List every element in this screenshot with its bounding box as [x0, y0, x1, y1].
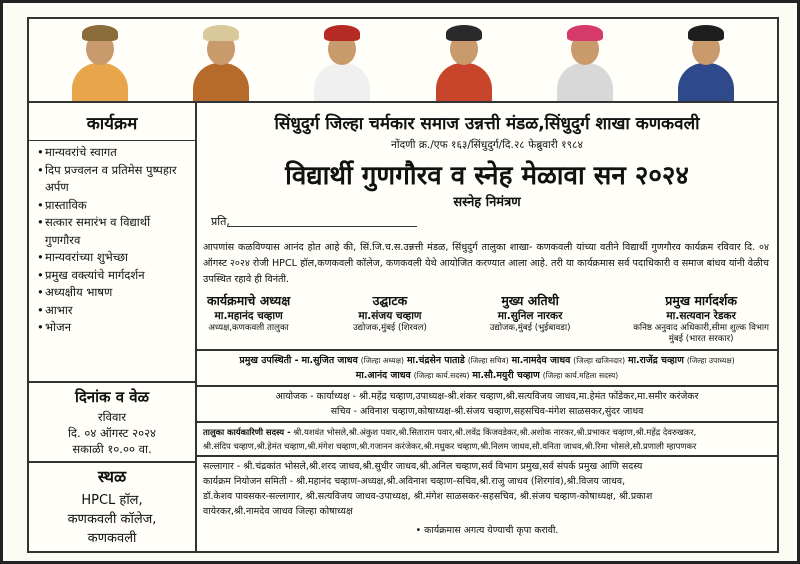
committee-line-1 [203, 425, 771, 439]
program-item: • दिप प्रज्वलन व प्रतिमेस पुष्पहार अर्पण [37, 162, 189, 197]
recipient-line [197, 214, 777, 232]
guests-line-1 [203, 353, 771, 368]
portrait-headwear [203, 25, 239, 41]
portrait-headwear [567, 25, 603, 41]
guest-name: मा.आनंद जाधव [355, 370, 411, 381]
portrait-headwear [446, 25, 482, 41]
venue-line-2: कणकवली कॉलेज, [67, 512, 157, 527]
venue-line-3: कणकवली [87, 531, 137, 546]
role-title: कार्यक्रमाचे अध्यक्ष [207, 293, 291, 308]
guest-tag: (जिल्हा उपाध्यक्ष) [686, 356, 735, 365]
program-item: • अध्यक्षीय भाषण [37, 284, 189, 302]
event-time: सकाळी १०.०० वा. [72, 442, 152, 456]
portrait-strip [29, 19, 777, 103]
role-detail: कनिष्ठ अनुवाद अधिकारी,सीमा शुल्क विभाग [633, 323, 769, 333]
role-detail-2: मुंबई (भारत सरकार) [668, 334, 734, 344]
recipient-label: प्रति, [211, 215, 230, 228]
event-date: दि. ०४ ऑगस्ट २०२४ [67, 426, 157, 440]
invitation-frame [27, 17, 779, 553]
guest-tag: (जिल्हा सचिव) [467, 356, 509, 365]
portrait-headwear [324, 25, 360, 41]
advisors-band [197, 455, 777, 540]
date-time-title: दिनांक व वेळ [74, 388, 150, 406]
program-item: • आभार [37, 302, 189, 320]
portrait-headwear [82, 25, 118, 41]
saint-portrait-1 [64, 23, 136, 101]
guest-name: मा.सौ.मयुरी चव्हाण [472, 370, 540, 381]
organizers-line-2: सचिव - अविनाश चव्हाण,कोषाध्यक्ष-श्री.संजय चव्हाण,सहसचिव-मंगेश साळसकर,सुंदर जाधव [330, 406, 644, 417]
venue-title: स्थळ [97, 467, 127, 486]
role-detail: उद्योजक,मुंबई (भुईबावडा) [489, 323, 571, 333]
leader-portrait [549, 23, 621, 101]
portrait-body [314, 63, 370, 101]
committee-label: तालुका कार्यकारिणी सदस्य - [203, 427, 291, 437]
portrait-body [678, 63, 734, 101]
guests-line-2 [203, 368, 771, 383]
guest-tag: (जिल्हा खजिनदार) [573, 356, 625, 365]
portrait-body [72, 63, 128, 101]
advisors-line-1: सल्लागार - श्री.चंद्रकांत भोसले,श्री.शरद जाधव,श्री.सुधीर जाधव,श्री.अनिल चव्हाण,सर्व विभाग प्रमुख,सर्व संपर्क प्रमुख आणि सदस्य [203, 461, 643, 472]
woman-portrait [428, 23, 500, 101]
ambedkar-portrait [670, 23, 742, 101]
guest-name: मा.नामदेव जाधव [511, 355, 571, 366]
role-name: मा.संजय चव्हाण [358, 310, 422, 322]
invitation-paragraph: आपणांस कळविण्यास आनंद होत आहे की, सिं.जि.च.स.उन्नत्ती मंडळ, सिंधुदुर्ग तालुका शाखा- कणकवली यांच्या वतीने विद्यार्थी गुणगौरव कार्यक्रम रविवार दि. ०४ ऑगस्ट २०२४ रोजी HPCL हॉल,कणकवली कॉलेज, कणकवली येथे आयोजित करण्यात आला आहे. तरी या कार्यक्रमास सर्व पदाधिकारी व समाज बांधव यांनी वेळीच उपस्थित रहावे ही विनंती. [203, 242, 769, 285]
advisors-line-2: कार्यक्रम नियोजन समिती - श्री.महानंद चव्हाण-अध्यक्ष,श्री.अविनाश चव्हाण-सचिव,श्री.राजु जाधव (शिरगांव),श्री.विजय जाधव, [203, 476, 626, 487]
committee-members-1: श्री.यशवंत भोसले,श्री.अंकुश पवार,श्री.सिताराम पवार,श्री.लवेंद्र किंजवडेकर,श्री.अशोक नारकर,श्री.प्रभाकर चव्हाण,श्री.महेंद्र देवरुखकर, [293, 427, 697, 437]
date-time-block [29, 381, 195, 463]
role-name: मा.सत्यवान रेडकर [666, 310, 736, 322]
organizers-line-1: आयोजक - कार्याध्यक्ष - श्री.महेंद्र चव्हाण,उपाध्यक्ष-श्री.शंकर चव्हाण,श्री.सत्यविजय जाधव,मा.हेमंत फोंडेकर,मा.समीर करंजेकर [275, 391, 699, 402]
guests-label: प्रमुख उपस्थिती - [239, 355, 299, 366]
advisors-line-4: वायेरकर,श्री.नामदेव जाधव जिल्हा कोषाध्यक्ष [203, 506, 353, 517]
program-title: कार्यक्रम [29, 103, 195, 141]
role-inaugurator [353, 292, 427, 345]
closing-note: • कार्यक्रमास अगत्य येण्याची कृपा करावी. [415, 525, 559, 536]
roles-row [197, 288, 777, 345]
role-name: मा.सुनिल नारकर [497, 310, 563, 322]
role-president [207, 292, 290, 345]
program-item: • सत्कार समारंभ व विद्यार्थी गुणगौरव [37, 214, 189, 249]
program-item: • प्रमुख वक्त्यांचे मार्गदर्शन [37, 267, 189, 285]
left-column [29, 103, 197, 553]
event-day: रविवार [97, 410, 127, 424]
king-portrait [185, 23, 257, 101]
organizers-band [197, 385, 777, 421]
venue-block [29, 465, 195, 548]
role-detail: उद्योजक,मुंबई (शिरवल) [352, 323, 427, 333]
elder-portrait [306, 23, 378, 101]
role-title: प्रमुख मार्गदर्शक [665, 293, 737, 308]
role-name: मा.महानंद चव्हाण [214, 310, 283, 322]
program-item: • मान्यवरांच्या शुभेच्छा [37, 249, 189, 267]
program-item: • भोजन [37, 319, 189, 337]
event-title: विद्यार्थी गुणगौरव व स्नेह मेळावा सन २०२४ [285, 161, 689, 191]
portrait-headwear [688, 25, 724, 41]
portrait-body [193, 63, 249, 101]
guests-band [197, 349, 777, 385]
guest-tag: (जिल्हा अध्यक्ष) [360, 356, 404, 365]
committee-band [197, 421, 777, 455]
guest-tag: (जिल्हा कार्य.महिला सदस्य) [542, 371, 619, 380]
program-item: • प्रास्ताविक [37, 197, 189, 215]
role-title: मुख्य अतिथी [501, 293, 559, 308]
guest-tag: (जिल्हा कार्य.सदस्य) [413, 371, 470, 380]
program-item: • मान्यवरांचे स्वागत [37, 144, 189, 162]
venue-line-1: HPCL हॉल, [81, 493, 143, 508]
program-list [29, 141, 195, 337]
committee-line-2: श्री.संदिप चव्हाण,श्री.हेमंत चव्हाण,श्री.मंगेश चव्हाण,श्री.गजानन करंजेकर,श्री.मधुकर चव्हाण,श्री.निलम जाधव,सौ.वनिता जाधव,श्री.रिमा भोसले,सौ.प्रणाली म्हापणकर [203, 441, 697, 451]
registration-number: नोंदणी क्र./एफ १६३/सिंधुदुर्ग/दि.२८ फेब्रुवारी १९८४ [391, 139, 583, 151]
portrait-body [557, 63, 613, 101]
guest-name: मा.सुजित जाधव [301, 355, 358, 366]
role-detail: अध्यक्ष,कणकवली तालुका [208, 323, 289, 333]
role-chief-guide [633, 292, 769, 345]
advisors-line-3: डॉ.केशव पावसकर-सल्लागार, श्री.सत्यविजय जाधव-उपाध्यक्ष, श्री.मंगेश साळसकर-सहसचिव, श्री.संजय चव्हाण-कोषाध्यक्ष, श्री.प्रकाश [203, 491, 653, 502]
role-chief-guest [490, 292, 571, 345]
role-title: उद्घाटक [372, 293, 408, 308]
portrait-body [436, 63, 492, 101]
organization-name: सिंधुदुर्ग जिल्हा चर्मकार समाज उन्नत्ती मंडळ,सिंधुदुर्ग शाखा कणकवली [274, 114, 700, 134]
guest-name: मा.राजेंद्र चव्हाण [627, 355, 684, 366]
guest-name: मा.चंद्रसेन पाताडे [406, 355, 465, 366]
invitation-label: सस्नेह निमंत्रण [453, 195, 521, 210]
main-column [197, 103, 777, 553]
recipient-blank [227, 226, 417, 227]
